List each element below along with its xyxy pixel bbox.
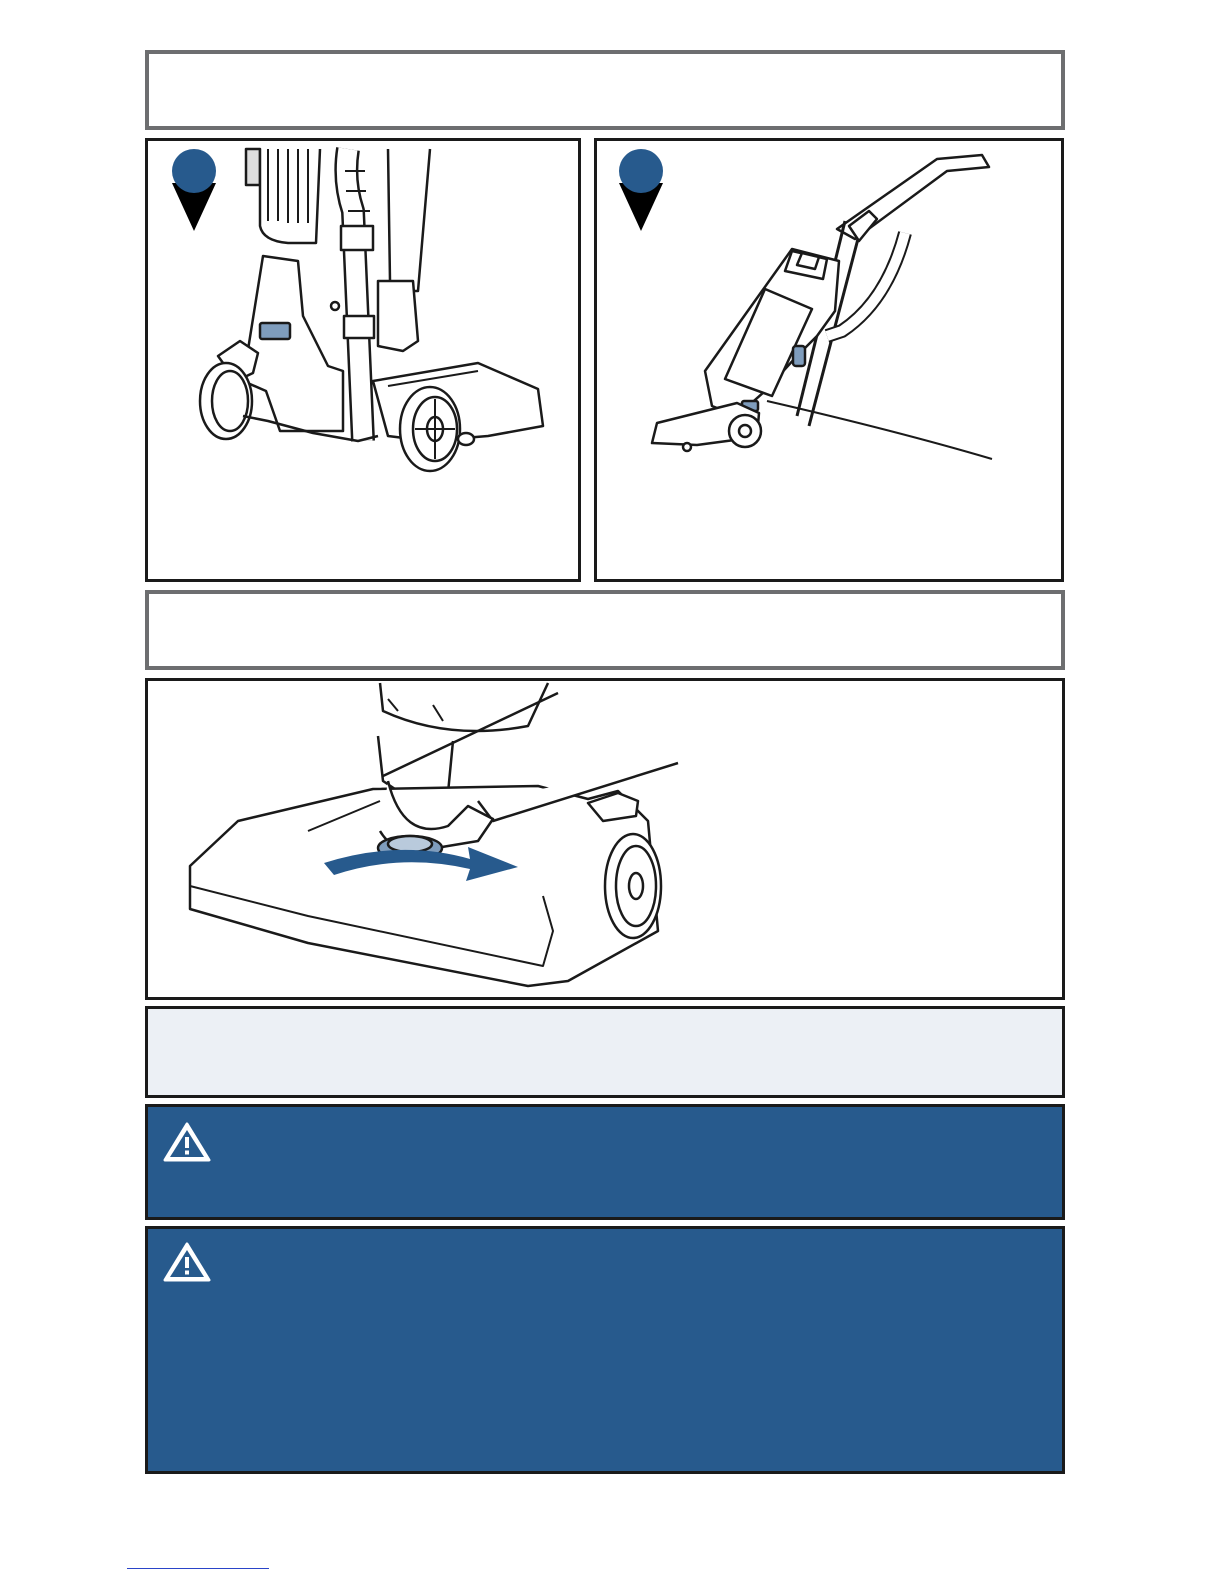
nozzle-knob-illustration bbox=[148, 681, 1065, 1000]
step-2-panel bbox=[594, 138, 1064, 582]
vacuum-reclined-illustration bbox=[597, 141, 1064, 582]
section-header-middle bbox=[145, 590, 1065, 670]
step-3-panel bbox=[145, 678, 1065, 1000]
rotate-arrow-icon bbox=[320, 841, 540, 901]
note-box bbox=[145, 1006, 1065, 1098]
warning-triangle-icon bbox=[162, 1241, 212, 1283]
vacuum-base-illustration bbox=[148, 141, 581, 582]
warning-box-1 bbox=[145, 1104, 1065, 1220]
warning-box-2 bbox=[145, 1226, 1065, 1474]
warning-triangle-icon bbox=[162, 1121, 212, 1163]
step-1-panel bbox=[145, 138, 581, 582]
footer-link-underline[interactable] bbox=[127, 1568, 269, 1569]
section-header-top bbox=[145, 50, 1065, 130]
